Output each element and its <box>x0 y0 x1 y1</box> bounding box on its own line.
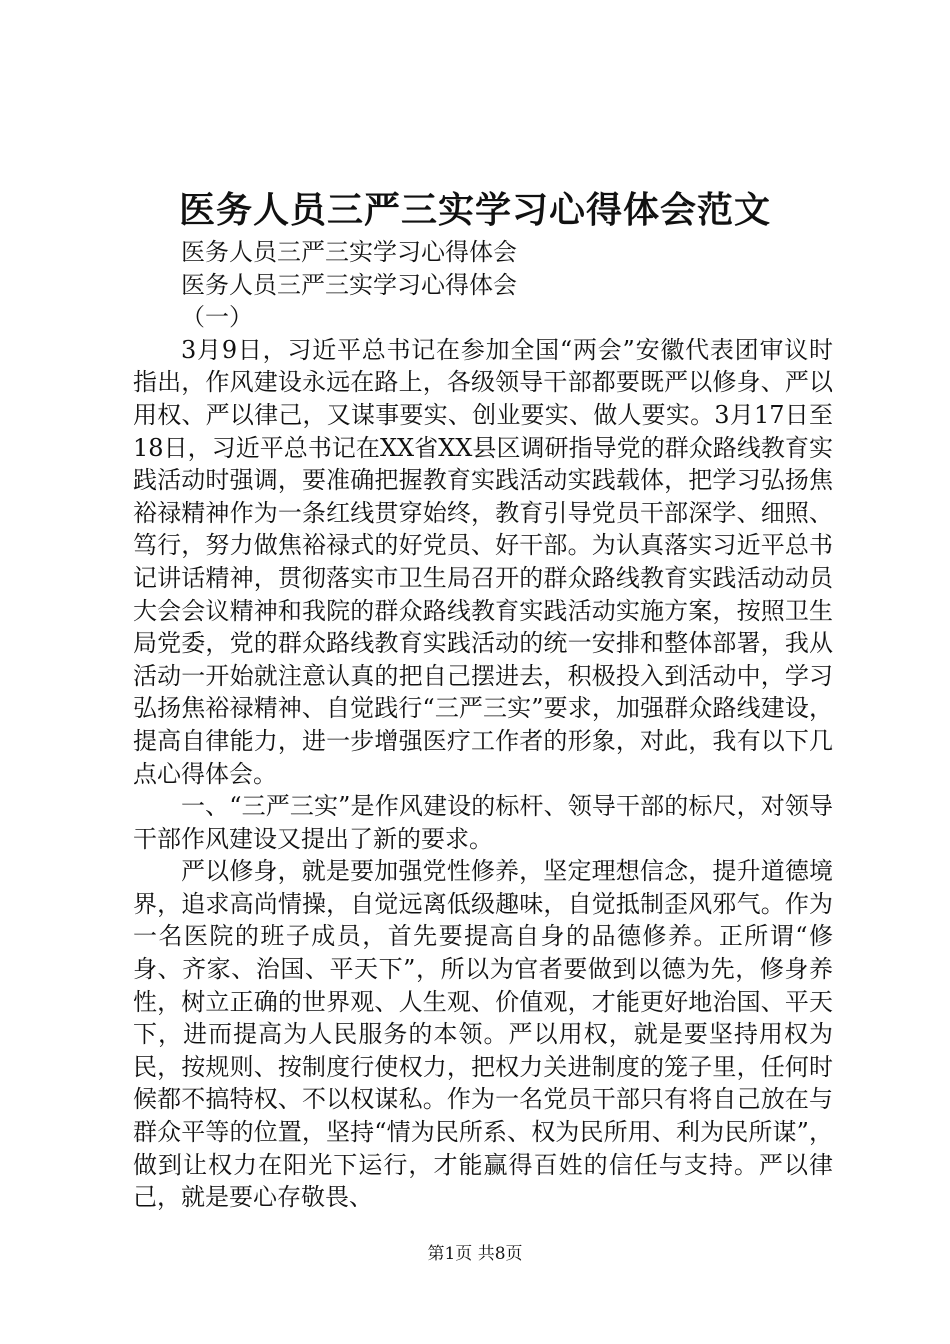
paragraph-1: 3月9日，习近平总书记在参加全国“两会”安徽代表团审议时指出，作风建设永远在路上，各级领导干部都要既严以修身、严以用权、严以律己，又谋事要实、创业要实、做人要实。3月17日至18日，习近平总书记在XX省XX县区调研指导党的群众路线教育实践活动时强调，要准确把握教育实践活动实践载体，把学习弘扬焦裕禄精神作为一条红线贯穿始终，教育引导党员干部深学、细照、笃行，努力做焦裕禄式的好党员、好干部。为认真落实习近平总书记讲话精神，贯彻落实市卫生局召开的群众路线教育实践活动动员大会会议精神和我院的群众路线教育实践活动实施方案，按照卫生局党委，党的群众路线教育实践活动的统一安排和整体部署，我从活动一开始就注意认真的把自己摆进去，积极投入到活动中，学习弘扬焦裕禄精神、自觉践行“三严三实”要求，加强群众路线建设，提高自律能力，进一步增强医疗工作者的形象，对此，我有以下几点心得体会。 <box>133 335 833 788</box>
section-marker: （一） <box>181 303 253 332</box>
document-body <box>133 236 833 1214</box>
paragraph-2: 一、“三严三实”是作风建设的标杆、领导干部的标尺，对领导干部作风建设又提出了新的要求。 <box>133 792 833 853</box>
subtitle-line-1: 医务人员三严三实学习心得体会 <box>181 238 517 266</box>
paragraph-3: 严以修身，就是要加强党性修养，坚定理想信念，提升道德境界，追求高尚情操，自觉远离低级趣味，自觉抵制歪风邪气。作为一名医院的班子成员，首先要提高自身的品德修养。正所谓“修身、齐家、治国、平天下”，所以为官者要做到以德为先，修身养性，树立正确的世界观、人生观、价值观，才能更好地治国、平天下，进而提高为人民服务的本领。严以用权，就是要坚持用权为民，按规则、按制度行使权力，把权力关进制度的笼子里，任何时候都不搞特权、不以权谋私。作为一名党员干部只有将自己放在与群众平等的位置，坚持“情为民所系、权为民所用、利为民所谋”，做到让权力在阳光下运行，才能赢得百姓的信任与支持。严以律己，就是要心存敬畏、 <box>133 857 833 1212</box>
page-footer: 第1页 共8页 <box>427 1244 523 1264</box>
document-title: 医务人员三严三实学习心得体会范文 <box>178 189 771 231</box>
subtitle-line-2: 医务人员三严三实学习心得体会 <box>181 270 517 299</box>
